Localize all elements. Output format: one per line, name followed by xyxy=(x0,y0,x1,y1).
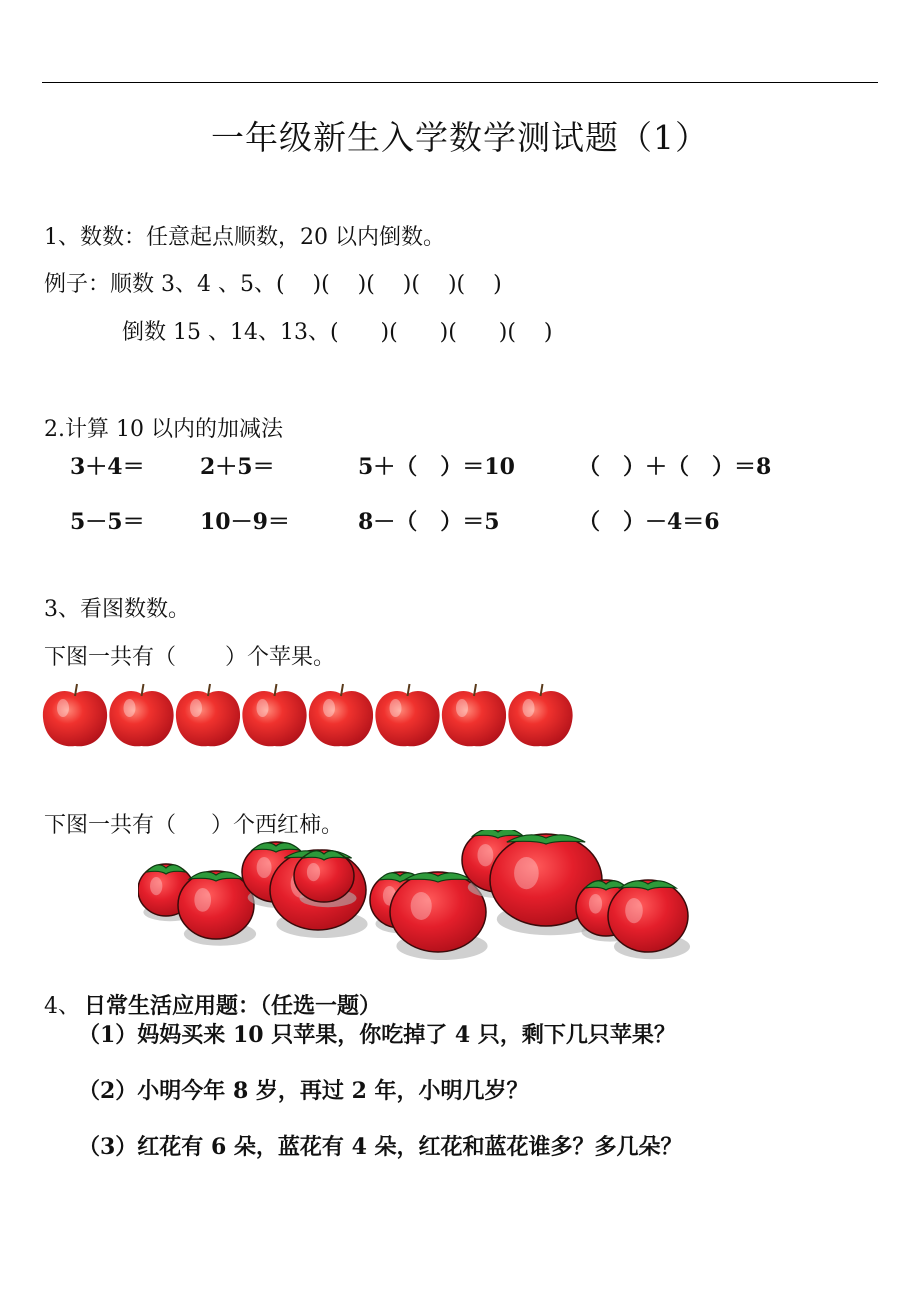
tomatoes-image xyxy=(138,830,698,970)
q2-r2-c2: 10－9＝ xyxy=(200,509,290,535)
apple xyxy=(375,684,439,746)
q4-heading: 日常生活应用题：（任选一题） xyxy=(84,993,382,1019)
q2-r1-c1: 3＋4＝ xyxy=(70,454,145,480)
q2-r1-c2: 2＋5＝ xyxy=(200,454,275,480)
q4-item-1: （1）妈妈买来 10 只苹果，你吃掉了 4 只，剩下几只苹果？ xyxy=(78,1022,676,1048)
apple xyxy=(309,684,373,746)
q1-heading: 1、数数：任意起点顺数，20 以内倒数。 xyxy=(44,225,445,250)
q4-heading-number: 4、 xyxy=(44,994,80,1019)
q2-r2-c4: （ ）－4＝6 xyxy=(578,509,720,535)
apples-image xyxy=(42,676,576,748)
apple xyxy=(43,684,107,746)
apple xyxy=(109,684,173,746)
tomato xyxy=(608,880,690,959)
q3-tomatoes-prompt: 下图一共有（ ）个西红柿。 xyxy=(44,813,343,838)
q2-heading: 2.计算 10 以内的加减法 xyxy=(44,417,283,442)
q3-apples-prompt: 下图一共有（ ）个苹果。 xyxy=(44,645,335,670)
q2-r2-c3: 8－（ ）＝5 xyxy=(358,509,500,535)
q2-r1-c4: （ ）＋（ ）＝8 xyxy=(578,454,772,480)
apple xyxy=(176,684,240,746)
q1-example-backward: 倒数 15 、14、13、( )( )( )( ) xyxy=(122,320,553,345)
q2-r1-c3: 5＋（ ）＝10 xyxy=(358,454,515,480)
q4-item-2: （2）小明今年 8 岁，再过 2 年，小明几岁？ xyxy=(78,1078,529,1104)
page-title: 一年级新生入学数学测试题（1） xyxy=(211,118,709,157)
q3-heading: 3、看图数数。 xyxy=(44,597,190,622)
top-rule xyxy=(42,82,878,83)
q2-r2-c1: 5－5＝ xyxy=(70,509,145,535)
tomato xyxy=(294,850,357,907)
apple xyxy=(242,684,306,746)
apple xyxy=(442,684,506,746)
apple xyxy=(508,684,572,746)
q1-example-forward: 例子：顺数 3、4 、5、( )( )( )( )( ) xyxy=(44,272,502,297)
q4-item-3: （3）红花有 6 朵，蓝花有 4 朵，红花和蓝花谁多？多几朵？ xyxy=(78,1134,683,1160)
